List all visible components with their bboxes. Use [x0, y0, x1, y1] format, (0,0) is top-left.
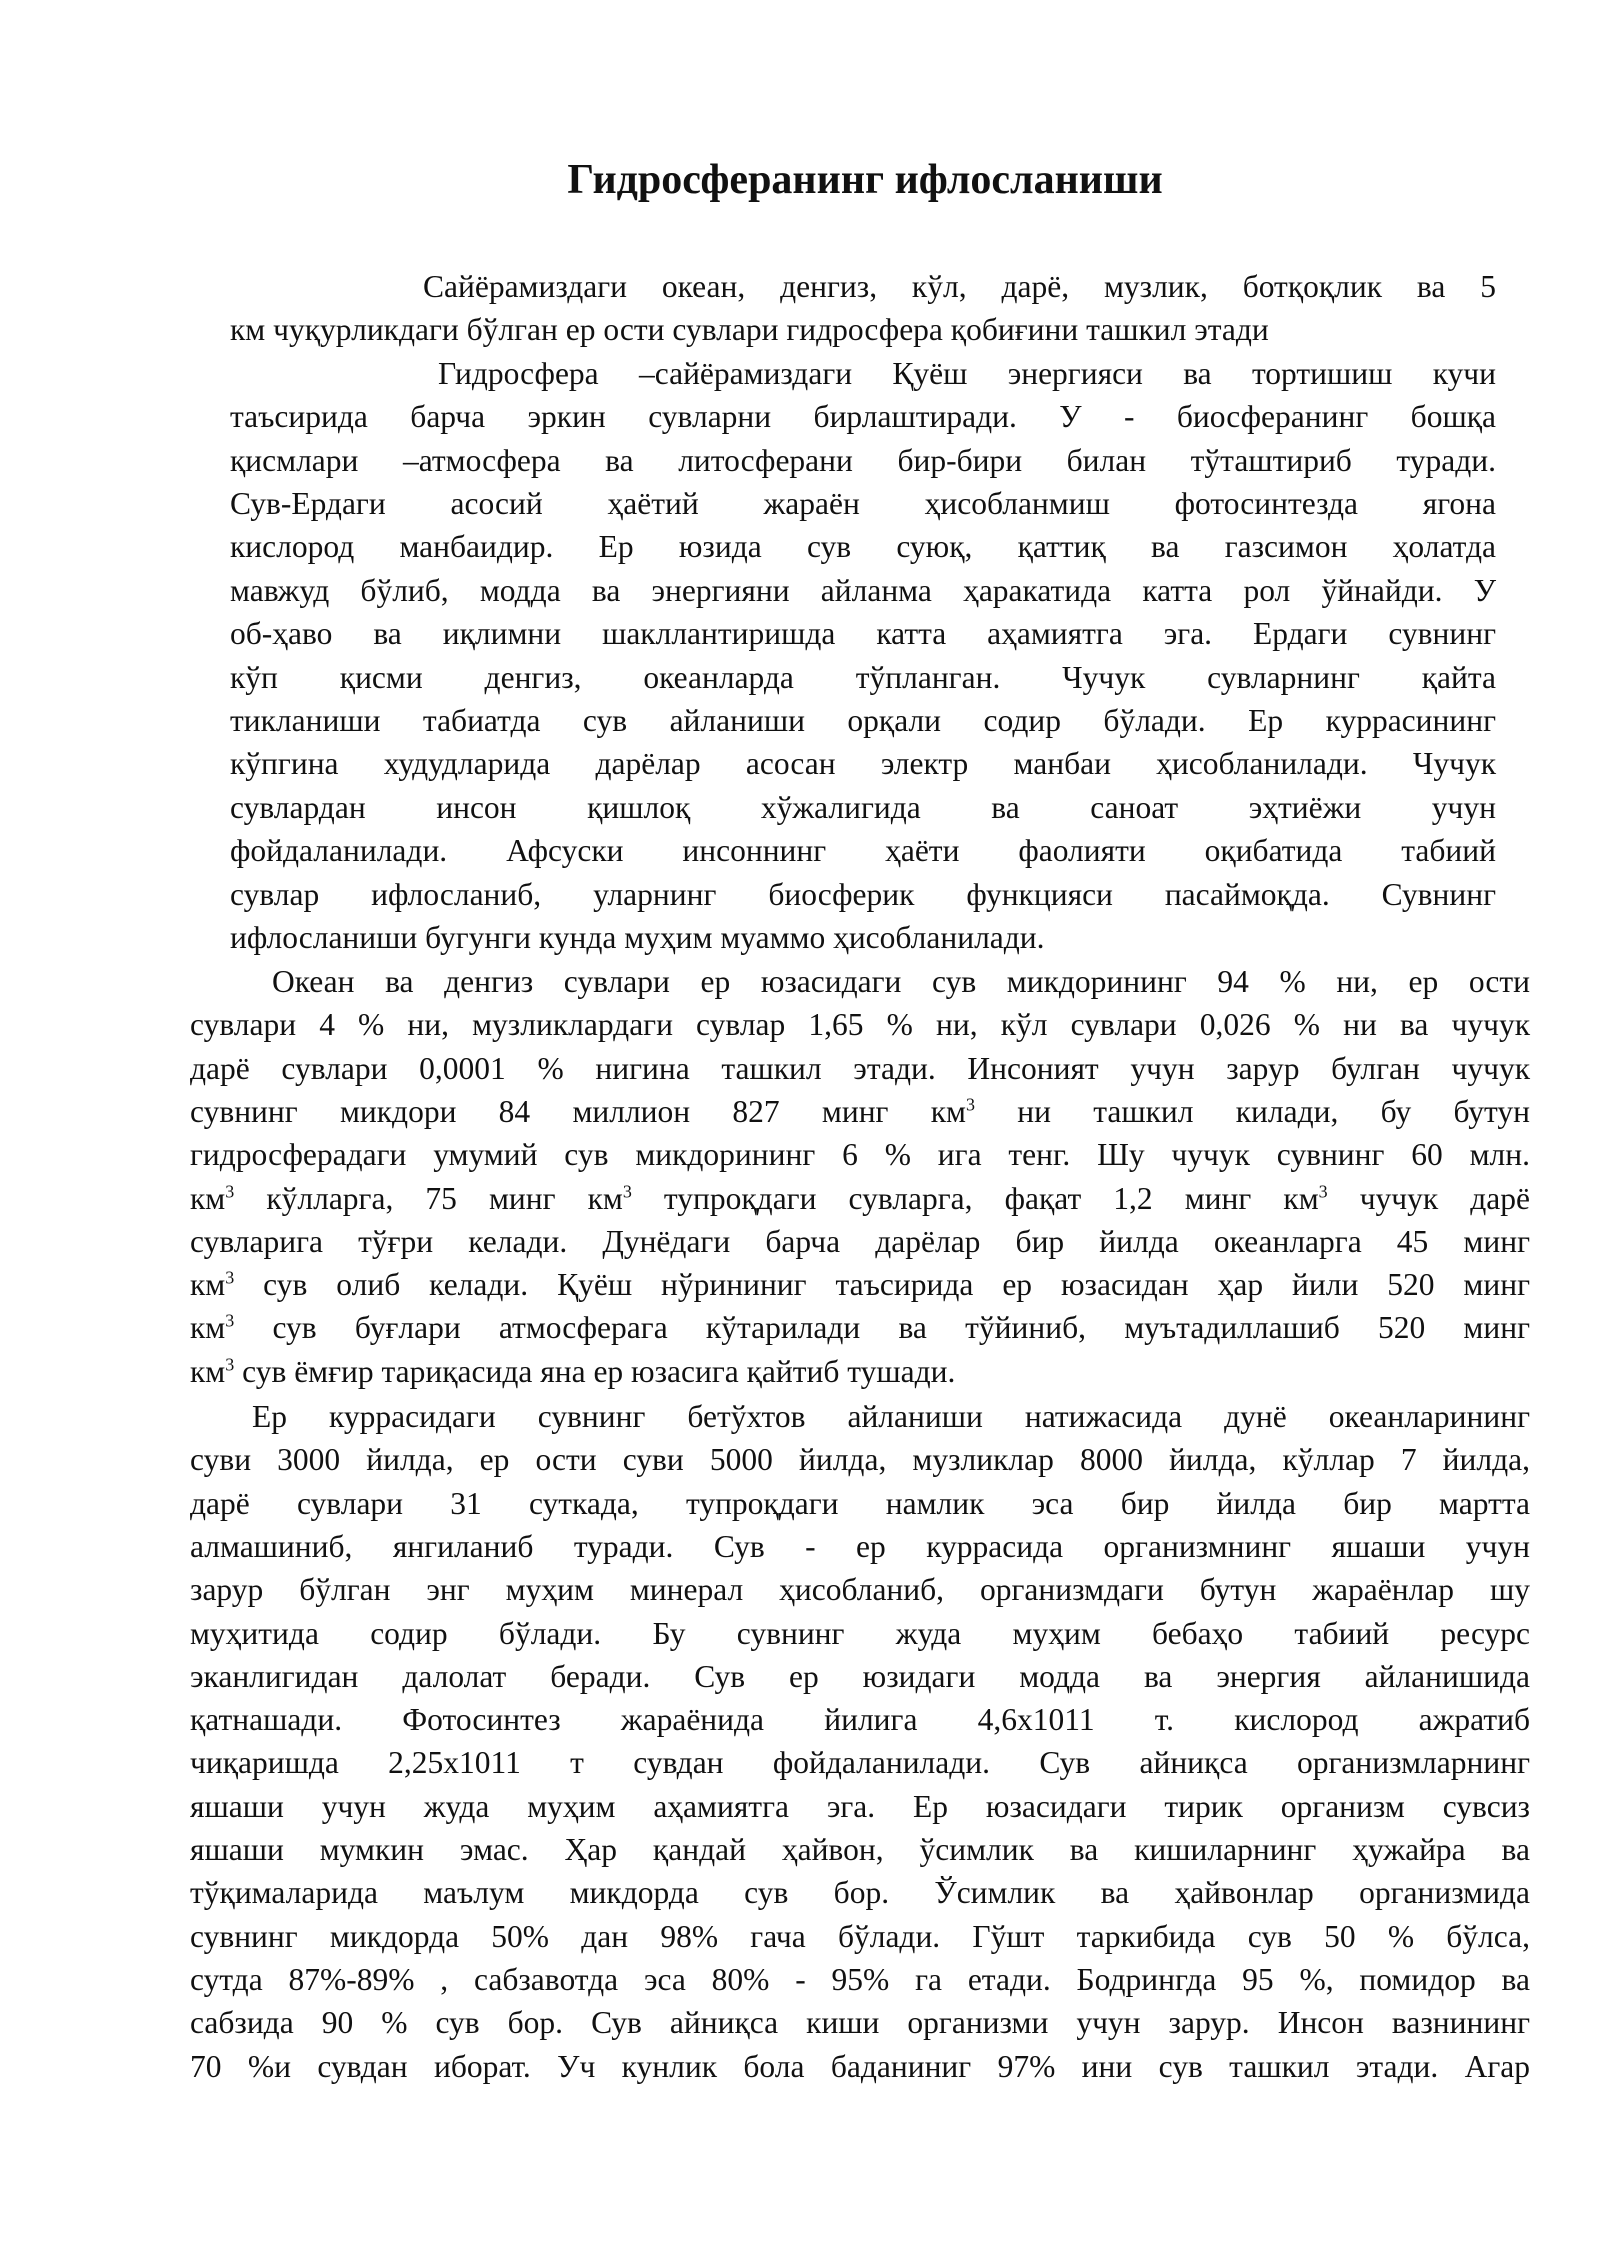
text-line: сувлари 4 % ни, музликлардаги сувлар 1,65 % ни, кўл сувлари 0,026 % ни ва чучук: [190, 1007, 1530, 1043]
text-line: тикланиши табиатда сув айланиши орқали содир бўлади. Ер куррасининг: [230, 703, 1496, 738]
text-line: яшаши учун жуда муҳим аҳамиятга эга. Ер юзасидаги тирик организм сувсиз: [190, 1788, 1530, 1824]
page-title: Гидросферанинг ифлосланиши: [567, 157, 1163, 203]
text-line: км чуқурликдаги бўлган ер ости сувлари гидросфера қобиғини ташкил этади: [230, 312, 1269, 348]
text-line: сувнинг микдорда 50% дан 98% гача бўлади. Гўшт таркибида сув 50 % бўлса,: [190, 1918, 1530, 1954]
text-line: тўқималарида маълум микдорда сув бор. Ўсимлик ва ҳайвонлар организмида: [190, 1875, 1530, 1911]
text-line: Сув-Ердаги асосий ҳаётий жараён ҳисобланмиш фотосинтезда ягона: [230, 486, 1496, 521]
text-line: сувларига тўғри келади. Дунёдаги барча дарёлар бир йилда океанларга 45 минг: [190, 1223, 1530, 1259]
text-line: $км^3$ сув буғлари атмосферага кўтарилади ва тўйиниб, муътадиллашиб 520 минг: [190, 1310, 1530, 1346]
text-line: яшаши мумкин эмас. Ҳар қандай ҳайвон, ўсимлик ва кишиларнинг ҳужайра ва: [190, 1832, 1530, 1867]
text-line: кўп қисми денгиз, океанларда тўпланган. Чучук сувларнинг қайта: [230, 659, 1496, 695]
text-line: ифлосланиши бугунги кунда муҳим муаммо ҳисобланилади.: [230, 920, 1045, 955]
text-line: чиқаришда 2,25х1011 т сувдан фойдаланилади. Сув айниқса организмларнинг: [190, 1745, 1530, 1781]
text-line: сувлардан инсон қишлоқ хўжалигида ва саноат эҳтиёжи учун: [230, 789, 1496, 825]
text-line: мавжуд бўлиб, модда ва энергияни айланма ҳаракатида катта рол ўйнайди. У: [230, 572, 1496, 608]
text-line: Ер куррасидаги сувнинг бетўхтов айланиши натижасида дунё океанларининг: [252, 1399, 1530, 1434]
text-line: қатнашади. Фотосинтез жараёнида йилига 4,6х1011 т. кислород ажратиб: [190, 1702, 1530, 1738]
text-line: Сайёрамиздаги океан, денгиз, кўл, дарё, музлик, ботқоқлик ва 5: [423, 269, 1496, 304]
text-line: суви 3000 йилда, ер ости суви 5000 йилда, музликлар 8000 йилда, кўллар 7 йилда,: [190, 1442, 1530, 1478]
text-line: сувнинг микдори 84 миллион 827 минг $км^3$ ни ташкил килади, бу бутун: [190, 1093, 1531, 1129]
text-line: эканлигидан далолат беради. Сув ер юзидаги модда ва энергия айланишида: [190, 1658, 1530, 1694]
text-line: қисмлари –атмосфера ва литосферани бир-бири билан тўташтириб туради.: [230, 442, 1496, 478]
text-line: муҳитида содир бўлади. Бу сувнинг жуда муҳим бебаҳо табиий ресурс: [190, 1615, 1530, 1651]
text-line: зарур бўлган энг муҳим минерал ҳисобланиб, организмдаги бутун жараёнлар шу: [190, 1572, 1530, 1608]
text-line: Гидросфера –сайёрамиздаги Қуёш энергияси ва тортишиш кучи: [438, 355, 1496, 391]
text-line: фойдаланилади. Афсуски инсоннинг ҳаёти фаолияти оқибатида табиий: [230, 833, 1496, 869]
text-line: алмашиниб, янгиланиб туради. Сув - ер куррасида организмнинг яшаши учун: [190, 1528, 1530, 1564]
text-line: сувлар ифлосланиб, уларнинг биосферик функцияси пасаймоқда. Сувнинг: [230, 876, 1496, 912]
text-line: $км^3$ сув ёмғир тариқасида яна ер юзасига қайтиб тушади.: [190, 1353, 956, 1389]
text-line: $км^3$ сув олиб келади. Қуёш нўрининиг таъсирида ер юзасидан ҳар йили 520 минг: [190, 1267, 1530, 1303]
text-line: Океан ва денгиз сувлари ер юзасидаги сув микдорининг 94 % ни, ер ости: [272, 964, 1530, 999]
text-line: таъсирида барча эркин сувларни бирлаштиради. У - биосферанинг бошқа: [230, 399, 1496, 435]
text-line: дарё сувлари 0,0001 % нигина ташкил этади. Инсоният учун зарур булган чучук: [190, 1050, 1530, 1086]
text-line: $км^3$ кўлларга, 75 минг $км^3$ тупроқдаги сувларга, фақат 1,2 минг $км^3$ чучук дарё: [190, 1180, 1530, 1216]
text-line: кўпгина худудларида дарёлар асосан электр манбаи ҳисобланилади. Чучук: [230, 746, 1496, 782]
text-line: сабзида 90 % сув бор. Сув айниқса киши организми учун зарур. Инсон вазнининг: [190, 2005, 1530, 2041]
text-line: дарё сувлари 31 суткада, тупроқдаги намлик эса бир йилда бир мартта: [190, 1485, 1530, 1521]
text-line: гидросферадаги умумий сув микдорининг 6 % ига тенг. Шу чучук сувнинг 60 млн.: [190, 1137, 1530, 1173]
text-line: сутда 87%-89% , сабзавотда эса 80% - 95% га етади. Бодрингда 95 %, помидор ва: [190, 1961, 1530, 1997]
text-line: кислород манбаидир. Ер юзида сув суюқ, қаттиқ ва газсимон ҳолатда: [230, 529, 1496, 565]
text-line: об-ҳаво ва иқлимни шакллантиришда катта аҳамиятга эга. Ердаги сувнинг: [230, 616, 1496, 652]
text-line: 70 %и сувдан иборат. Уч кунлик бола баданиниг 97% ини сув ташкил этади. Агар: [190, 2048, 1530, 2084]
